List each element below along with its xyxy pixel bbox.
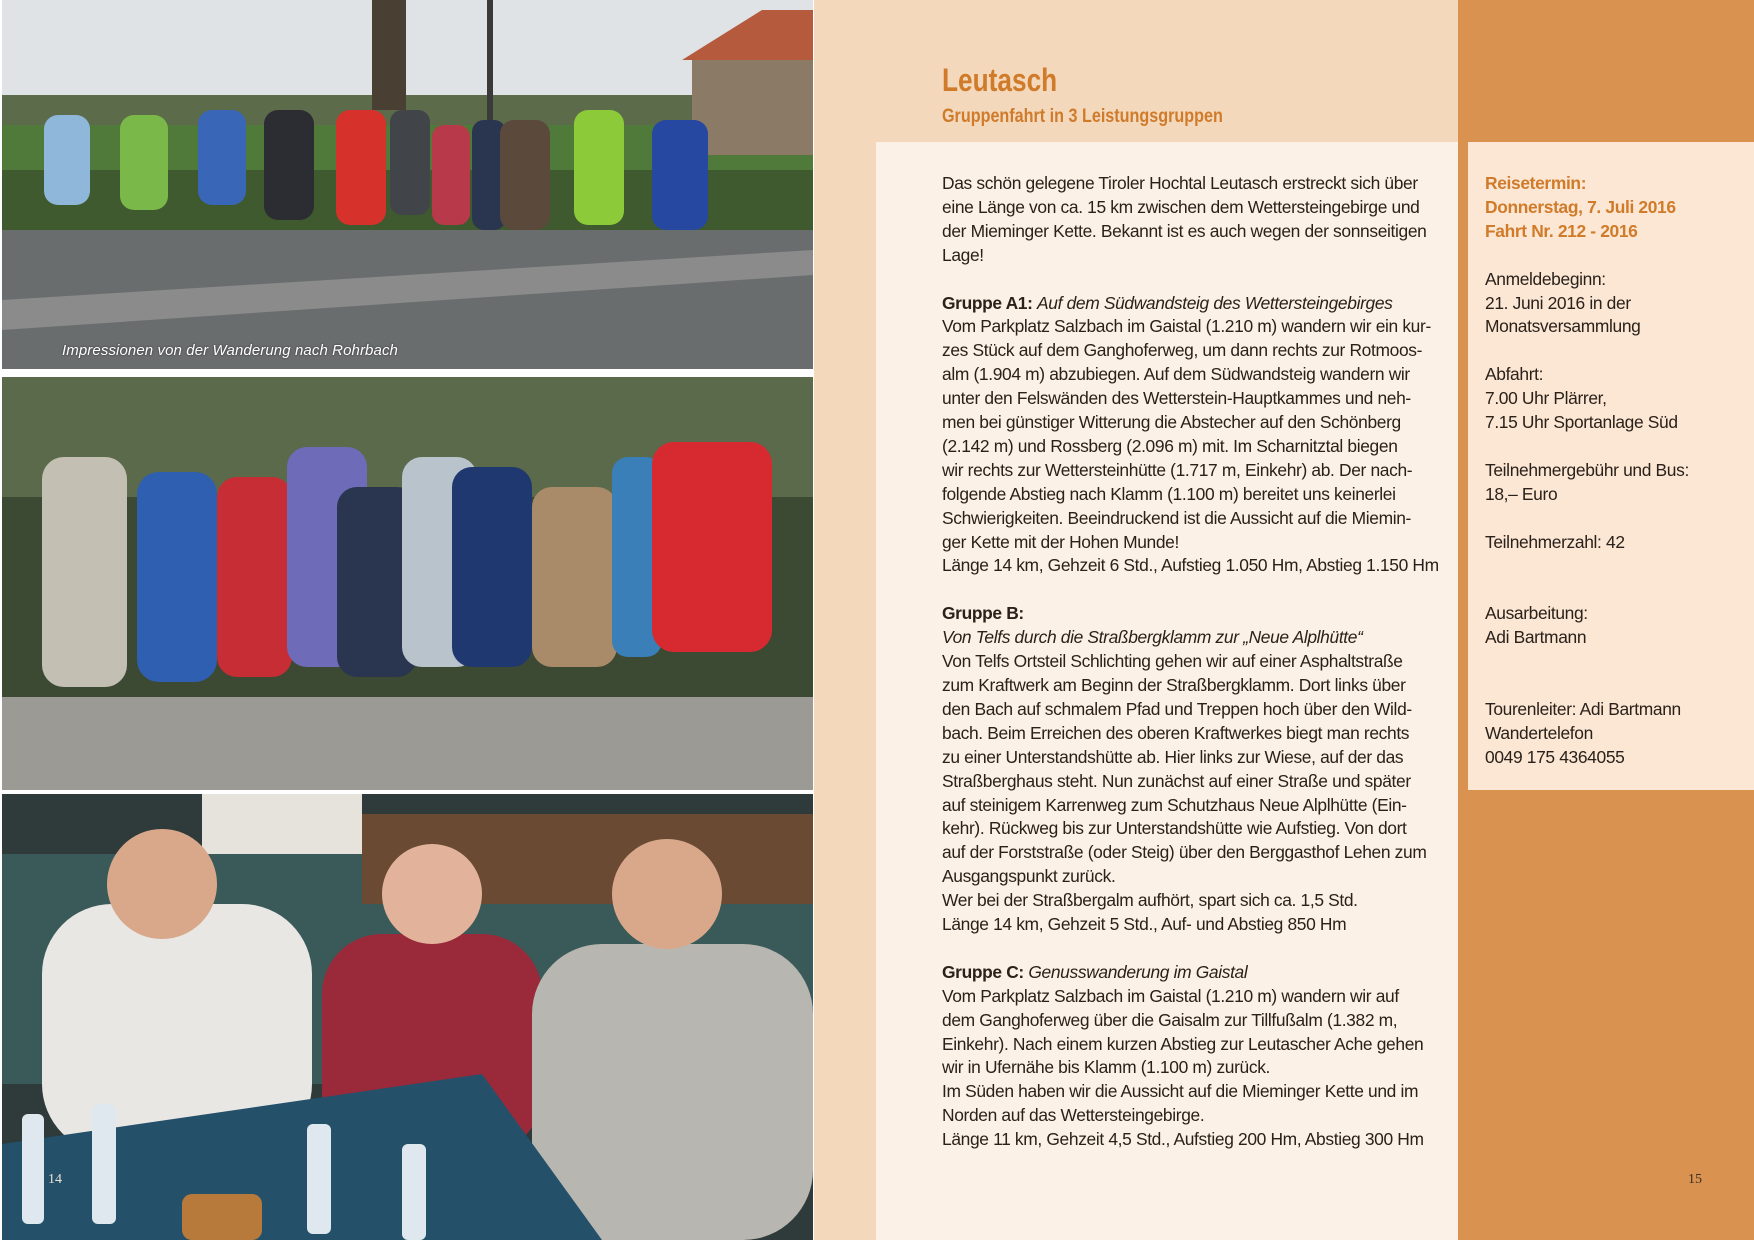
group-a-line: ger Kette mit der Hohen Munde! — [942, 531, 1179, 552]
intro-line: Das schön gelegene Tiroler Hochtal Leutasch erstreckt sich über — [942, 173, 1418, 193]
group-b-line: Ausgangspunkt zurück. — [942, 866, 1116, 887]
group-c-line: dem Ganghoferweg über die Gaisalm zur Tillfußalm (1.382 m, — [942, 1009, 1398, 1030]
group-c-line: wir in Ufernähe bis Klamm (1.100 m) zurück. — [942, 1057, 1271, 1078]
group-b-line: kehr). Rückweg bis zur Unterstandshütte wie Aufstieg. Von dort — [942, 818, 1407, 839]
group-a-line: men bei günstiger Witterung die Abstecher auf den Schönberg — [942, 412, 1401, 433]
abfahrt-line: 7.00 Uhr Plärrer, — [1485, 388, 1607, 409]
group-b-line: auf der Forststraße (oder Steig) über den Berggasthof Lehen zum — [942, 842, 1427, 863]
page-number-right: 15 — [1688, 1172, 1702, 1187]
intro-line: Lage! — [942, 244, 984, 265]
group-b-line: zum Kraftwerk am Beginn der Straßbergklamm. Dort links über — [942, 675, 1406, 695]
group-b-label-line — [942, 602, 1450, 626]
group-c-heading — [942, 961, 1450, 985]
group-b-line: bach. Beim Erreichen des oberen Kraftwerkes biegt man rechts — [942, 722, 1410, 743]
group-b-line: Straßberghaus steht. Nun zunächst auf einer Straße und später — [942, 770, 1411, 791]
photo-group-forest — [2, 377, 813, 790]
intro-line: der Mieminger Kette. Bekannt ist es auch wegen der sonnseitigen — [942, 220, 1427, 241]
anmelde-label: Anmeldebeginn: — [1485, 268, 1606, 289]
group-b-heading — [942, 626, 1450, 650]
body-text — [942, 172, 1450, 1152]
abfahrt-label: Abfahrt: — [1485, 364, 1544, 385]
photo-indoor-table — [2, 794, 813, 1240]
ausarbeitung-label: Ausarbeitung: — [1485, 603, 1588, 624]
group-a-line: alm (1.904 m) abzubiegen. Auf dem Südwandsteig wandern wir — [942, 364, 1410, 385]
trip-info — [1485, 172, 1747, 770]
group-a-line: zes Stück auf dem Ganghoferweg, um dann rechts zur Rotmoos- — [942, 340, 1423, 361]
tourenleiter: Tourenleiter: Adi Bartmann — [1485, 698, 1681, 719]
group-b-label: Gruppe B: — [942, 603, 1024, 624]
left-page — [0, 0, 814, 1240]
group-c-label: Gruppe C: — [942, 961, 1024, 982]
group-c-line: Vom Parkplatz Salzbach im Gaistal (1.210 m) wandern wir auf — [942, 985, 1399, 1006]
group-b-title: Von Telfs durch die Straßbergklamm zur „Neue Alplhütte“ — [942, 627, 1363, 648]
gebuehr-value: 18,– Euro — [1485, 483, 1558, 504]
group-c-title: Genusswanderung im Gaistal — [1028, 961, 1248, 982]
group-b-line: den Bach auf schmalem Pfad und Treppen hoch über den Wild- — [942, 698, 1412, 719]
abfahrt-line: 7.15 Uhr Sportanlage Süd — [1485, 412, 1678, 433]
group-c-line: Im Süden haben wir die Aussicht auf die Mieminger Kette und im — [942, 1081, 1419, 1102]
photo-caption: Impressionen von der Wanderung nach Rohrbach — [62, 342, 398, 359]
page-title: Leutasch — [942, 62, 1058, 98]
group-b-line: Länge 14 km, Gehzeit 5 Std., Auf- und Abstieg 850 Hm — [942, 914, 1347, 935]
group-c-line: Norden auf das Wettersteingebirge. — [942, 1105, 1205, 1126]
anmelde-line: Monatsversammlung — [1485, 316, 1641, 337]
group-a-heading — [942, 292, 1450, 316]
intro-line: eine Länge von ca. 15 km zwischen dem Wettersteingebirge und — [942, 196, 1420, 217]
group-a-line: unter den Felswänden des Wetterstein-Hauptkammes und neh- — [942, 388, 1411, 409]
gebuehr-label: Teilnehmergebühr und Bus: — [1485, 459, 1689, 480]
group-a-line: Länge 14 km, Gehzeit 6 Std., Aufstieg 1.050 Hm, Abstieg 1.150 Hm — [942, 555, 1439, 576]
group-b-line: zu einer Unterstandshütte ab. Hier links zur Wiese, auf der das — [942, 746, 1404, 767]
group-a-line: wir rechts zur Wettersteinhütte (1.717 m, Einkehr) ab. Der nach- — [942, 459, 1413, 480]
anmelde-line: 21. Juni 2016 in der — [1485, 292, 1631, 313]
group-a-title: Auf dem Südwandsteig des Wettersteingebirges — [1037, 292, 1393, 313]
wandertelefon-number: 0049 175 4364055 — [1485, 746, 1625, 767]
group-b-line: Von Telfs Ortsteil Schlichting gehen wir auf einer Asphaltstraße — [942, 651, 1403, 672]
reisetermin-date: Donnerstag, 7. Juli 2016 — [1485, 196, 1676, 217]
group-a-line: (2.142 m) und Rossberg (2.096 m) mit. Im Scharnitztal biegen — [942, 435, 1398, 456]
wandertelefon-label: Wandertelefon — [1485, 722, 1593, 743]
fahrt-number: Fahrt Nr. 212 - 2016 — [1485, 220, 1638, 241]
group-a-line: Vom Parkplatz Salzbach im Gaistal (1.210 m) wandern wir ein kur- — [942, 316, 1431, 337]
group-a-line: Schwierigkeiten. Beeindruckend ist die Aussicht auf die Miemin- — [942, 507, 1411, 528]
teilnehmerzahl: Teilnehmerzahl: 42 — [1485, 531, 1625, 552]
page-subtitle: Gruppenfahrt in 3 Leistungsgruppen — [942, 106, 1223, 127]
photo-group-hike-road — [2, 0, 813, 369]
group-c-line: Länge 11 km, Gehzeit 4,5 Std., Aufstieg 200 Hm, Abstieg 300 Hm — [942, 1129, 1424, 1150]
group-a-label: Gruppe A1: — [942, 292, 1033, 313]
ausarbeitung-value: Adi Bartmann — [1485, 627, 1587, 648]
group-b-line: Wer bei der Straßbergalm aufhört, spart sich ca. 1,5 Std. — [942, 890, 1358, 911]
group-b-line: auf steinigem Karrenweg zum Schutzhaus Neue Alplhütte (Ein- — [942, 794, 1407, 815]
group-c-line: Einkehr). Nach einem kurzen Abstieg zur Leutascher Ache gehen — [942, 1033, 1424, 1054]
page-number-left: 14 — [48, 1172, 62, 1187]
group-a-line: folgende Abstieg nach Klamm (1.100 m) bereitet uns keinerlei — [942, 483, 1396, 504]
reisetermin-label: Reisetermin: — [1485, 173, 1587, 193]
